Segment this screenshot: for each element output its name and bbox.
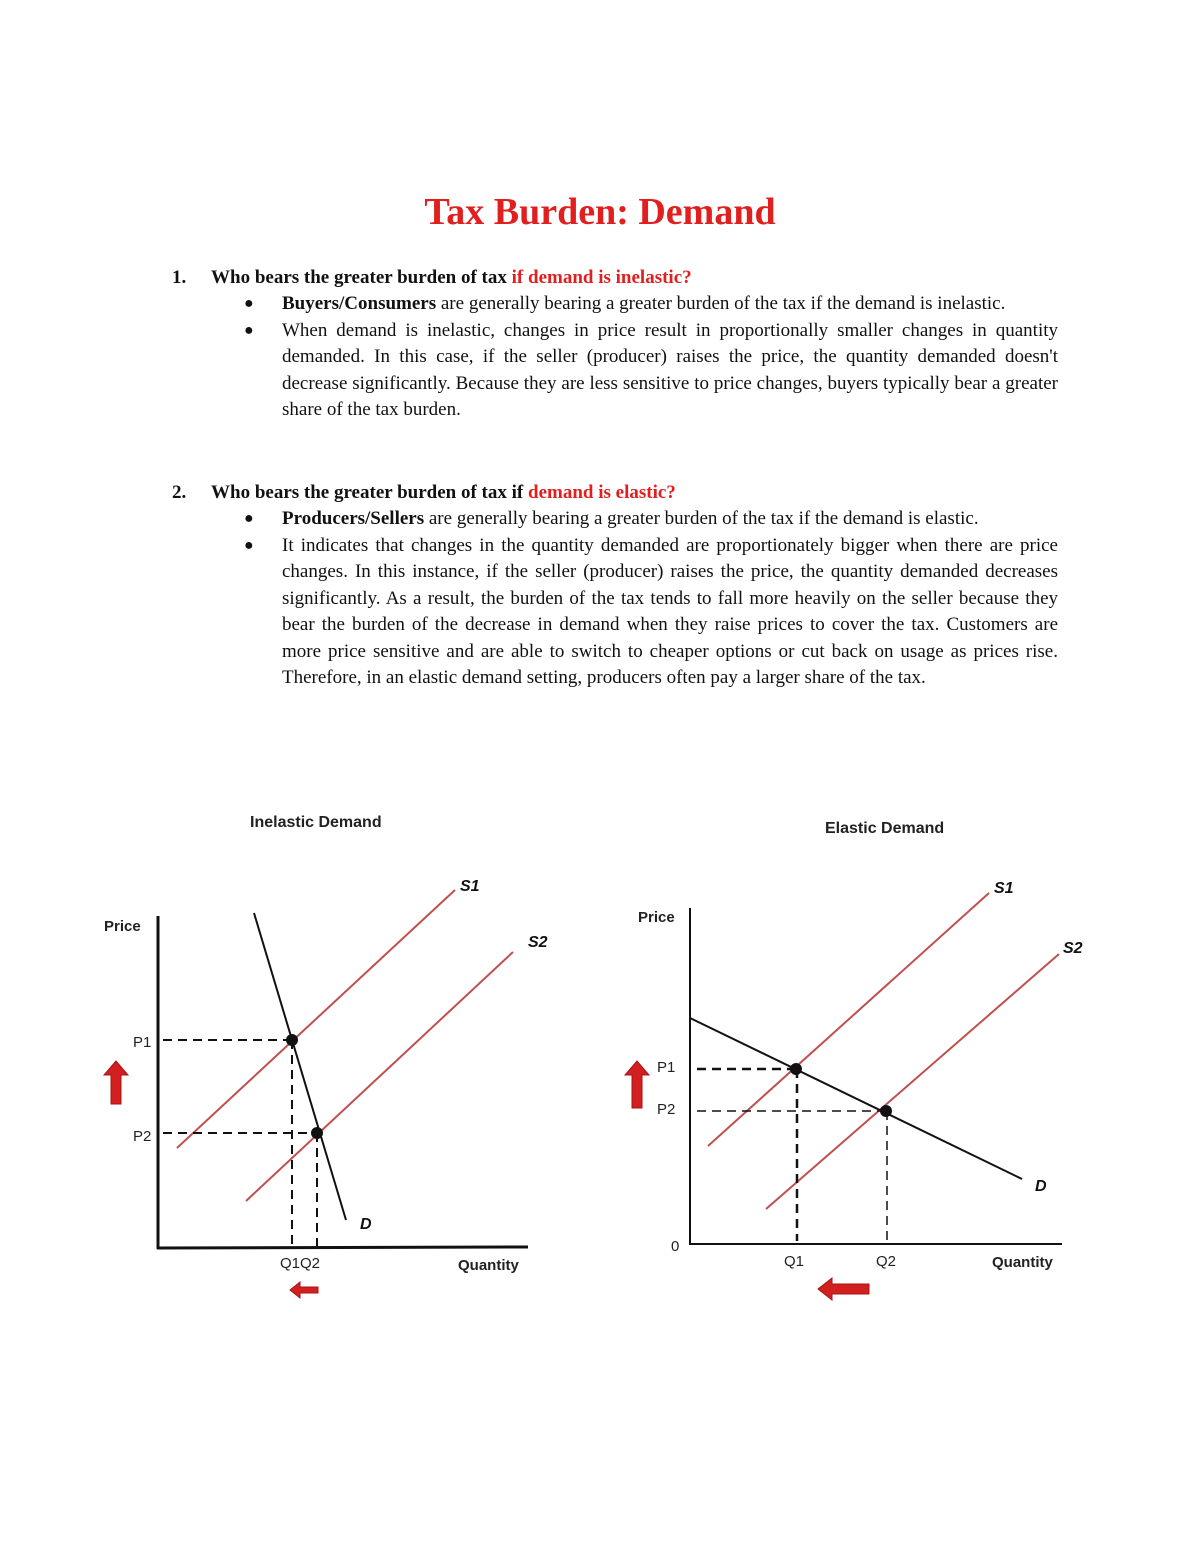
demand-curve — [690, 1018, 1022, 1179]
figure-title: Elastic Demand — [825, 820, 945, 837]
question-highlight: demand is elastic? — [528, 482, 676, 503]
supply-curve-s1 — [708, 893, 989, 1146]
bullet-text: are generally bearing a greater burden of the tax if the demand is inelastic. — [436, 293, 1006, 314]
s1-label: S1 — [994, 880, 1014, 897]
p1-label: P1 — [133, 1034, 152, 1051]
demand-label: D — [360, 1216, 372, 1233]
bullet-icon: ● — [244, 321, 254, 339]
y-axis-label: Price — [104, 918, 141, 935]
x-axis — [157, 1247, 528, 1248]
demand-curve — [254, 913, 346, 1220]
y-axis-label: Price — [638, 909, 675, 926]
bullet-text: It indicates that changes in the quantity demanded are proportionately bigger when there are price changes. In this instance, if the seller (producer) raises the price, the quantity demanded decreases significantly. As a result, the burden of the tax tends to fall more heavily on the seller because they bear the burden of the decrease in demand when they raise prices to cover the tax. Customers are more price sensitive and are able to switch to cheaper options or cut back on usage as prices rise. Therefore, in an elastic demand setting, producers often pay a larger share of the tax. — [282, 534, 1058, 688]
question-1-heading — [172, 265, 1058, 291]
equilibrium-point-2 — [311, 1127, 323, 1139]
s2-label: S2 — [528, 934, 548, 951]
bullet-text: When demand is inelastic, changes in price result in proportionally smaller changes in quantity demanded. In this case, if the seller (producer) raises the price, the quantity demanded doesn't decrease significantly. Because they are less sensitive to price changes, buyers typically bear a greater share of the tax burden. — [282, 319, 1058, 420]
question-text — [211, 265, 692, 291]
bullet-item — [172, 506, 1058, 533]
inelastic-demand-figure — [80, 800, 560, 1310]
bullet-text: are generally bearing a greater burden of the tax if the demand is elastic. — [424, 508, 979, 529]
bullet-bold: Buyers/Consumers — [282, 293, 437, 314]
supply-curve-s2 — [246, 952, 513, 1201]
q2-label: Q2 — [876, 1253, 897, 1270]
question-lead: Who bears the greater burden of tax if — [211, 482, 528, 503]
origin-label: 0 — [671, 1238, 680, 1255]
question-lead: Who bears the greater burden of tax — [211, 267, 512, 288]
supply-curve-s1 — [177, 890, 455, 1148]
supply-curve-s2 — [766, 954, 1059, 1209]
question-2-heading — [172, 480, 1058, 506]
question-number: 2. — [172, 482, 187, 503]
question-text — [211, 480, 676, 506]
question-1-section — [172, 265, 1058, 424]
demand-label: D — [1035, 1178, 1047, 1195]
question-2-bullets — [172, 506, 1058, 692]
up-arrow-icon — [104, 1061, 128, 1104]
left-arrow-icon — [290, 1282, 318, 1298]
left-arrow-icon — [818, 1278, 869, 1300]
bullet-icon: ● — [244, 510, 254, 527]
elastic-demand-figure — [610, 800, 1110, 1310]
bullet-icon: ● — [244, 536, 254, 554]
equilibrium-point-1 — [286, 1034, 298, 1046]
p1-label: P1 — [657, 1059, 676, 1076]
x-axis-label: Quantity — [992, 1254, 1053, 1271]
bullet-item — [172, 533, 1058, 692]
up-arrow-icon — [625, 1061, 649, 1108]
x-axis-label: Quantity — [458, 1257, 519, 1274]
p2-label: P2 — [133, 1128, 152, 1145]
q1-label: Q1 — [784, 1253, 805, 1270]
s1-label: S1 — [460, 878, 480, 895]
bullet-icon: ● — [244, 295, 254, 312]
p2-label: P2 — [657, 1101, 676, 1118]
q1q2-label: Q1Q2 — [280, 1255, 321, 1272]
figure-title: Inelastic Demand — [250, 814, 382, 831]
question-2-section — [172, 480, 1058, 692]
bullet-item — [172, 318, 1058, 424]
equilibrium-point-2 — [880, 1105, 892, 1117]
question-1-bullets — [172, 291, 1058, 424]
bullet-item — [172, 291, 1058, 318]
equilibrium-point-1 — [790, 1063, 802, 1075]
question-number: 1. — [172, 267, 187, 288]
s2-label: S2 — [1063, 940, 1083, 957]
question-highlight: if demand is inelastic? — [511, 267, 692, 288]
page-title: Tax Burden: Demand — [424, 191, 776, 233]
bullet-bold: Producers/Sellers — [282, 508, 425, 529]
